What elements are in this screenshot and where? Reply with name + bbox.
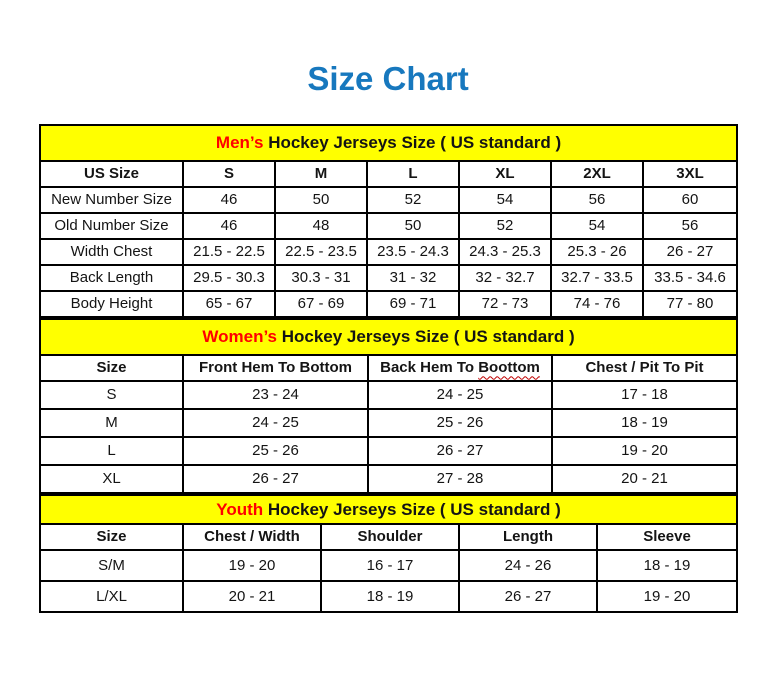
column-header: L bbox=[367, 161, 459, 187]
column-header: Size bbox=[40, 355, 183, 381]
table-cell: 30.3 - 31 bbox=[275, 265, 367, 291]
column-header: Size bbox=[40, 524, 183, 550]
column-header: Chest / Width bbox=[183, 524, 321, 550]
row-label: M bbox=[40, 409, 183, 437]
header-text: Back Hem To bbox=[380, 359, 479, 377]
table-cell: 69 - 71 bbox=[367, 291, 459, 317]
table-cell: 31 - 32 bbox=[367, 265, 459, 291]
mens-band-highlight: Men’s bbox=[215, 133, 264, 153]
table-cell: 67 - 69 bbox=[275, 291, 367, 317]
row-label: New Number Size bbox=[40, 187, 183, 213]
table-cell: 33.5 - 34.6 bbox=[643, 265, 737, 291]
row-label: Old Number Size bbox=[40, 213, 183, 239]
mens-band-title bbox=[40, 125, 737, 161]
column-header: US Size bbox=[40, 161, 183, 187]
table-cell: 24 - 26 bbox=[459, 550, 597, 581]
table-cell: 16 - 17 bbox=[321, 550, 459, 581]
mens-size-table bbox=[39, 124, 738, 318]
table-row bbox=[40, 550, 737, 581]
row-label: S bbox=[40, 381, 183, 409]
table-cell: 20 - 21 bbox=[183, 581, 321, 612]
table-cell: 22.5 - 23.5 bbox=[275, 239, 367, 265]
column-header: Front Hem To Bottom bbox=[183, 355, 368, 381]
size-chart bbox=[39, 124, 736, 613]
table-row bbox=[40, 213, 737, 239]
table-cell: 24 - 25 bbox=[368, 381, 552, 409]
row-label: Width Chest bbox=[40, 239, 183, 265]
womens-band-row bbox=[40, 319, 737, 355]
table-cell: 50 bbox=[367, 213, 459, 239]
table-cell: 52 bbox=[367, 187, 459, 213]
table-row bbox=[40, 465, 737, 493]
table-cell: 25 - 26 bbox=[368, 409, 552, 437]
youth-band-rest: Hockey Jerseys Size ( US standard ) bbox=[263, 499, 561, 519]
table-row bbox=[40, 409, 737, 437]
table-cell: 18 - 19 bbox=[597, 550, 737, 581]
table-row bbox=[40, 239, 737, 265]
youth-band-title bbox=[40, 495, 737, 524]
table-cell: 65 - 67 bbox=[183, 291, 275, 317]
table-cell: 24.3 - 25.3 bbox=[459, 239, 551, 265]
womens-band-highlight: Women’s bbox=[202, 327, 277, 347]
table-cell: 26 - 27 bbox=[459, 581, 597, 612]
table-cell: 19 - 20 bbox=[183, 550, 321, 581]
womens-band-rest: Hockey Jerseys Size ( US standard ) bbox=[277, 327, 575, 347]
womens-header-row bbox=[40, 355, 737, 381]
table-cell: 26 - 27 bbox=[183, 465, 368, 493]
row-label: XL bbox=[40, 465, 183, 493]
womens-band-title bbox=[40, 319, 737, 355]
table-cell: 77 - 80 bbox=[643, 291, 737, 317]
table-cell: 24 - 25 bbox=[183, 409, 368, 437]
column-header: 3XL bbox=[643, 161, 737, 187]
table-cell: 18 - 19 bbox=[552, 409, 737, 437]
table-cell: 26 - 27 bbox=[368, 437, 552, 465]
page-title: Size Chart bbox=[307, 60, 469, 97]
table-row bbox=[40, 265, 737, 291]
table-cell: 26 - 27 bbox=[643, 239, 737, 265]
mens-header-row bbox=[40, 161, 737, 187]
table-cell: 29.5 - 30.3 bbox=[183, 265, 275, 291]
mens-band-rest: Hockey Jerseys Size ( US standard ) bbox=[263, 133, 562, 153]
table-cell: 74 - 76 bbox=[551, 291, 643, 317]
table-cell: 21.5 - 22.5 bbox=[183, 239, 275, 265]
youth-header-row bbox=[40, 524, 737, 550]
misspelled-word: Boottom bbox=[478, 359, 540, 377]
table-cell: 20 - 21 bbox=[552, 465, 737, 493]
table-row bbox=[40, 291, 737, 317]
table-cell: 54 bbox=[551, 213, 643, 239]
table-cell: 18 - 19 bbox=[321, 581, 459, 612]
table-cell: 19 - 20 bbox=[597, 581, 737, 612]
mens-band-row bbox=[40, 125, 737, 161]
column-header-misspelled bbox=[368, 355, 552, 381]
table-cell: 27 - 28 bbox=[368, 465, 552, 493]
table-cell: 19 - 20 bbox=[552, 437, 737, 465]
table-row bbox=[40, 187, 737, 213]
youth-size-table bbox=[39, 494, 738, 613]
table-cell: 23.5 - 24.3 bbox=[367, 239, 459, 265]
table-cell: 60 bbox=[643, 187, 737, 213]
row-label: Back Length bbox=[40, 265, 183, 291]
table-cell: 46 bbox=[183, 187, 275, 213]
table-cell: 17 - 18 bbox=[552, 381, 737, 409]
column-header: Chest / Pit To Pit bbox=[552, 355, 737, 381]
row-label: L/XL bbox=[40, 581, 183, 612]
table-cell: 25 - 26 bbox=[183, 437, 368, 465]
table-cell: 50 bbox=[275, 187, 367, 213]
youth-band-highlight: Youth bbox=[216, 499, 264, 519]
table-row bbox=[40, 581, 737, 612]
row-label: S/M bbox=[40, 550, 183, 581]
table-cell: 72 - 73 bbox=[459, 291, 551, 317]
table-cell: 52 bbox=[459, 213, 551, 239]
table-cell: 54 bbox=[459, 187, 551, 213]
table-cell: 56 bbox=[643, 213, 737, 239]
column-header: Shoulder bbox=[321, 524, 459, 550]
column-header: M bbox=[275, 161, 367, 187]
table-row bbox=[40, 437, 737, 465]
table-cell: 46 bbox=[183, 213, 275, 239]
column-header: XL bbox=[459, 161, 551, 187]
womens-size-table bbox=[39, 318, 738, 494]
table-cell: 56 bbox=[551, 187, 643, 213]
column-header: Length bbox=[459, 524, 597, 550]
table-cell: 32 - 32.7 bbox=[459, 265, 551, 291]
table-row bbox=[40, 381, 737, 409]
column-header: 2XL bbox=[551, 161, 643, 187]
table-cell: 25.3 - 26 bbox=[551, 239, 643, 265]
youth-band-row bbox=[40, 495, 737, 524]
table-cell: 32.7 - 33.5 bbox=[551, 265, 643, 291]
column-header: Sleeve bbox=[597, 524, 737, 550]
row-label: Body Height bbox=[40, 291, 183, 317]
column-header: S bbox=[183, 161, 275, 187]
table-cell: 48 bbox=[275, 213, 367, 239]
table-cell: 23 - 24 bbox=[183, 381, 368, 409]
row-label: L bbox=[40, 437, 183, 465]
